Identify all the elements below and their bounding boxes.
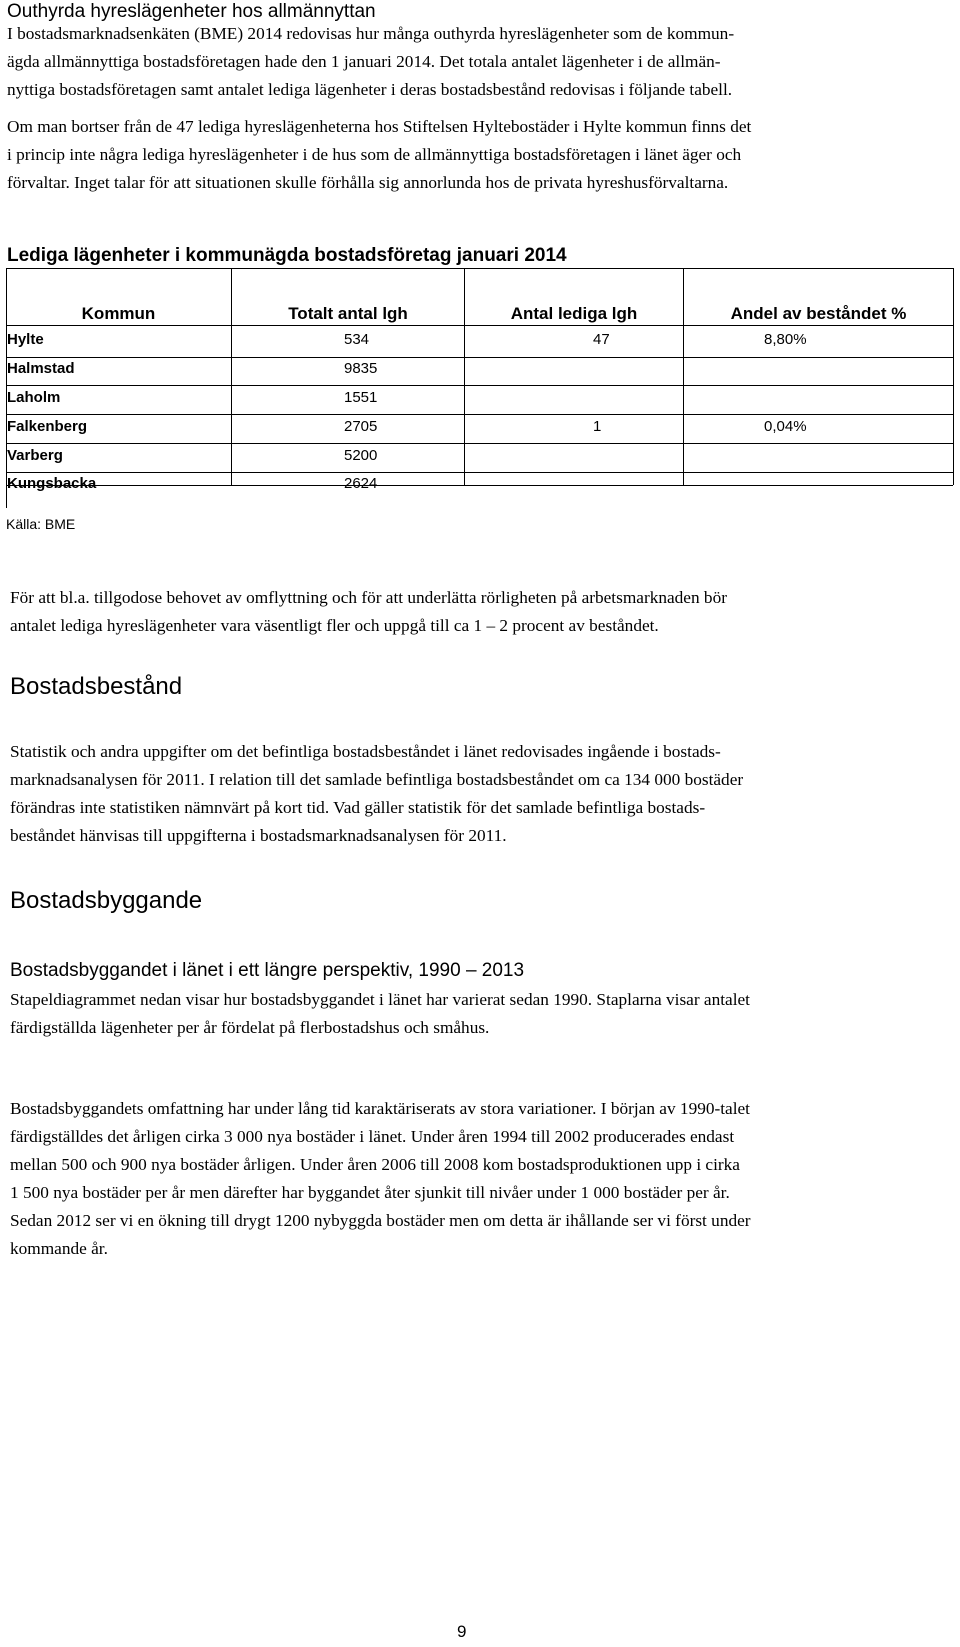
section-heading-outhyrda: Outhyrda hyreslägenheter hos allmännyttan bbox=[7, 1, 376, 22]
table-border-right bbox=[953, 268, 954, 485]
paragraph-line: mellan 500 och 900 nya bostäder årligen. Under åren 2006 till 2008 kom bostadsproduktionen upp i cirka bbox=[10, 1155, 740, 1174]
table-header-andel: Andel av beståndet % bbox=[730, 304, 907, 323]
paragraph-omfattning bbox=[10, 1095, 751, 1263]
section-heading-bostadsbestand: Bostadsbestånd bbox=[10, 673, 183, 700]
vacancy-table bbox=[6, 268, 956, 508]
cell-totalt: 5200 bbox=[344, 447, 378, 464]
table-border-top bbox=[6, 268, 953, 269]
cell-kommun: Hylte bbox=[7, 331, 44, 348]
cell-lediga: 1 bbox=[593, 418, 602, 435]
paragraph-line: färdigställda lägenheter per år fördelat på flerbostadshus och småhus. bbox=[10, 1018, 490, 1037]
cell-totalt: 2705 bbox=[344, 418, 378, 435]
cell-kommun: Kungsbacka bbox=[7, 475, 97, 492]
table-source: Källa: BME bbox=[6, 516, 76, 532]
paragraph-omflyttning bbox=[10, 584, 727, 640]
cell-kommun: Falkenberg bbox=[7, 418, 88, 435]
cell-kommun: Halmstad bbox=[7, 360, 75, 377]
intro-paragraph bbox=[7, 20, 734, 104]
cell-totalt: 2624 bbox=[344, 475, 378, 492]
table-header-totalt: Totalt antal lgh bbox=[288, 304, 408, 323]
table-header-kommun: Kommun bbox=[81, 304, 156, 323]
paragraph-line: 1 500 nya bostäder per år men därefter har byggandet åter sjunkit till nivåer under 1 000 bostäder per år. bbox=[10, 1183, 730, 1202]
table-col-divider bbox=[683, 268, 684, 485]
paragraph-line: Statistik och andra uppgifter om det befintliga bostadsbeståndet i länet redovisades ingående i bostads- bbox=[10, 742, 721, 761]
table-header-lediga: Antal lediga lgh bbox=[510, 304, 638, 323]
cell-kommun: Varberg bbox=[7, 447, 63, 464]
paragraph-line: Bostadsbyggandets omfattning har under lång tid karaktäriserats av stora variationer. I början av 1990-talet bbox=[10, 1099, 750, 1118]
section-heading-bostadsbyggande: Bostadsbyggande bbox=[10, 887, 203, 914]
paragraph-line: kommande år. bbox=[10, 1239, 108, 1258]
paragraph-line: beståndet hänvisas till uppgifterna i bostadsmarknadsanalysen för 2011. bbox=[10, 826, 507, 845]
paragraph-line: färdigställdes det årligen cirka 3 000 nya bostäder i länet. Under åren 1994 till 2002 producerades endast bbox=[10, 1127, 735, 1146]
table-row-divider bbox=[6, 385, 953, 386]
table-col-divider bbox=[464, 268, 465, 485]
cell-totalt: 1551 bbox=[344, 389, 378, 406]
paragraph-line: Sedan 2012 ser vi en ökning till drygt 1200 nybyggda bostäder men om detta är ihållande ser vi först under bbox=[10, 1211, 751, 1230]
paragraph-line: För att bl.a. tillgodose behovet av omflyttning och för att underlätta rörligheten på arbetsmarknaden bör bbox=[10, 588, 727, 607]
paragraph-line: Om man bortser från de 47 lediga hyreslägenheterna hos Stiftelsen Hyltebostäder i Hylte kommun finns det bbox=[7, 117, 752, 136]
intro-line: I bostadsmarknadsenkäten (BME) 2014 redovisas hur många outhyrda hyreslägenheter som de kommun- bbox=[7, 24, 735, 43]
paragraph-line: marknadsanalysen för 2011. I relation till det samlade befintliga bostadsbeståndet om ca 134 000 bostäder bbox=[10, 770, 744, 789]
paragraph-lediga-hylte bbox=[7, 113, 751, 197]
table-row-divider bbox=[6, 414, 953, 415]
intro-line: ägda allmännyttiga bostadsföretagen hade den 1 januari 2014. Det totala antalet lägenheter i de allmän- bbox=[7, 52, 721, 71]
table-row-divider bbox=[6, 472, 953, 473]
paragraph-line: i princip inte några lediga hyreslägenheter i de hus som de allmännyttiga bostadsföretagen i länet äger och bbox=[7, 145, 742, 164]
cell-totalt: 9835 bbox=[344, 360, 378, 377]
table-border-bottom bbox=[6, 485, 953, 486]
subheading-langre-perspektiv: Bostadsbyggandet i länet i ett längre perspektiv, 1990 – 2013 bbox=[10, 960, 525, 981]
paragraph-bostadsbestand bbox=[10, 738, 743, 850]
cell-lediga: 47 bbox=[593, 331, 610, 348]
table-title: Lediga lägenheter i kommunägda bostadsföretag januari 2014 bbox=[7, 245, 567, 266]
table-col-divider bbox=[231, 268, 232, 485]
paragraph-line: Stapeldiagrammet nedan visar hur bostadsbyggandet i länet har varierat sedan 1990. Staplarna visar antalet bbox=[10, 990, 750, 1009]
table-row-divider bbox=[6, 357, 953, 358]
cell-andel: 8,80% bbox=[764, 331, 807, 348]
paragraph-line: förvaltar. Inget talar för att situationen skulle förhålla sig annorlunda hos de privata hyreshusförvaltarna. bbox=[7, 173, 729, 192]
cell-kommun: Laholm bbox=[7, 389, 61, 406]
cell-totalt: 534 bbox=[344, 331, 370, 348]
page-number: 9 bbox=[457, 1622, 467, 1641]
table-row-divider bbox=[6, 443, 953, 444]
paragraph-line: antalet lediga hyreslägenheter vara väsentligt fler och uppgå till ca 1 – 2 procent av beståndet. bbox=[10, 616, 659, 635]
intro-line: nyttiga bostadsföretagen samt antalet lediga lägenheter i deras bostadsbestånd redovisas i följande tabell. bbox=[7, 80, 733, 99]
cell-andel: 0,04% bbox=[764, 418, 807, 435]
paragraph-stapeldiagram bbox=[10, 986, 750, 1042]
table-header-divider bbox=[6, 325, 953, 326]
paragraph-line: förändras inte statistiken nämnvärt på kort tid. Vad gäller statistik för det samlade befintliga bostads- bbox=[10, 798, 706, 817]
